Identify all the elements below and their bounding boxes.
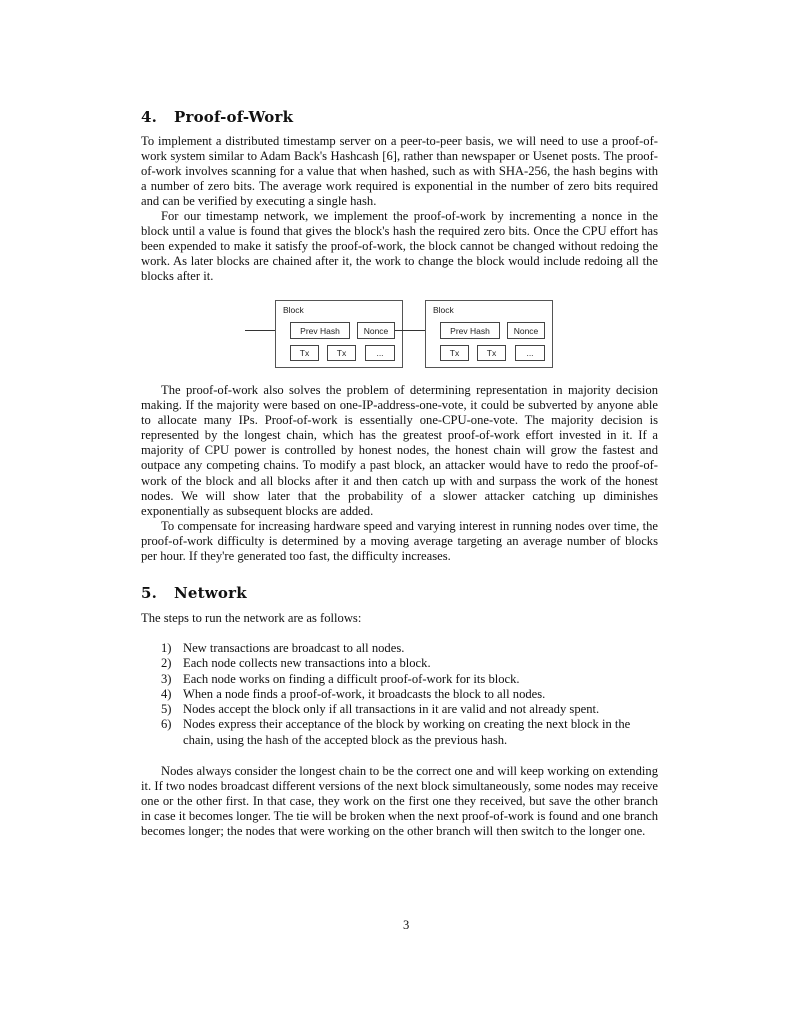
paragraph: The proof-of-work also solves the problem of determining representation in majority decision making. If the majority were based on one-IP-address-one-vote, it could be subverted by anyone able to allocate many IPs. Proof-of-work is essentially one-CPU-one-vote. The majority decision is represented by the longest chain, which has the greatest proof-of-work effort invested in it. If a majority of CPU power is controlled by honest nodes, the honest chain will grow the fastest and outpace any competing chains. To modify a past block, an attacker would have to redo the proof-of-work of the block and all blocks after it and then catch up with and surpass the work of the honest nodes. We will show later that the probability of a slower attacker catching up diminishes exponentially as subsequent blocks are added.	[141, 383, 658, 518]
tx-cell: Tx	[477, 345, 506, 361]
paragraph: For our timestamp network, we implement the proof-of-work by incrementing a nonce in the block until a value is found that gives the block's hash the required zero bits. Once the CPU effort has been expended to make it satisfy the proof-of-work, the block cannot be changed without redoing the work. As later blocks are chained after it, the work to change the block would include redoing all the blocks after it.	[141, 209, 658, 284]
block-label: Block	[433, 305, 454, 315]
list-item	[141, 641, 658, 656]
list-item	[141, 717, 658, 748]
block-label: Block	[283, 305, 304, 315]
step-text: Each node works on finding a difficult proof-of-work for its block.	[183, 671, 520, 686]
step-text: Each node collects new transactions into a block.	[183, 656, 431, 671]
network-steps-list	[141, 641, 658, 748]
list-item	[141, 656, 658, 671]
section-title: Network	[174, 584, 247, 602]
page-number: 3	[403, 918, 410, 932]
section-4-heading	[141, 108, 293, 126]
prev-hash-cell: Prev Hash	[290, 322, 350, 339]
list-item	[141, 687, 658, 702]
step-text: Nodes express their acceptance of the block by working on creating the next block in the chain, using the hash of the accepted block as the previous hash.	[183, 717, 631, 747]
tx-cell: Tx	[290, 345, 319, 361]
ellipsis-cell: ...	[365, 345, 395, 361]
step-text: Nodes accept the block only if all transactions in it are valid and not already spent.	[183, 702, 600, 717]
list-item	[141, 702, 658, 717]
paragraph: To implement a distributed timestamp server on a peer-to-peer basis, we will need to use a proof-of-work system similar to Adam Back's Hashcash [6], rather than newspaper or Usenet posts. The proof-of-work involves scanning for a value that when hashed, such as with SHA-256, the hash begins with a number of zero bits. The average work required is exponential in the number of zero bits required and can be verified by executing a single hash.	[141, 134, 658, 209]
section-number: 4.	[141, 108, 158, 126]
section-number: 5.	[141, 584, 158, 602]
step-number: 6)	[161, 717, 172, 732]
step-number: 1)	[161, 641, 172, 655]
paragraph: To compensate for increasing hardware speed and varying interest in running nodes over time, the proof-of-work difficulty is determined by a moving average targeting an average number of blocks per hour. If they're generated too fast, the difficulty increases.	[141, 519, 658, 564]
step-text: New transactions are broadcast to all nodes.	[183, 641, 405, 655]
tx-cell: Tx	[327, 345, 356, 361]
prev-hash-cell: Prev Hash	[440, 322, 500, 339]
ellipsis-cell: ...	[515, 345, 545, 361]
step-number: 2)	[161, 656, 172, 671]
section-5-heading	[141, 584, 247, 602]
nonce-cell: Nonce	[507, 322, 545, 339]
tx-cell: Tx	[440, 345, 469, 361]
blockchain-diagram	[240, 296, 560, 372]
step-number: 4)	[161, 686, 172, 701]
step-number: 3)	[161, 671, 172, 686]
nonce-cell: Nonce	[357, 322, 395, 339]
list-item	[141, 672, 658, 687]
section-intro: The steps to run the network are as follows:	[141, 611, 362, 625]
step-text: When a node finds a proof-of-work, it broadcasts the block to all nodes.	[183, 686, 546, 701]
section-title: Proof-of-Work	[174, 108, 294, 126]
paragraph: Nodes always consider the longest chain to be the correct one and will keep working on extending it. If two nodes broadcast different versions of the next block simultaneously, some nodes may receive one or the other first. In that case, they work on the first one they received, but save the other branch in case it becomes longer. The tie will be broken when the next proof-of-work is found and one branch becomes longer; the nodes that were working on the other branch will then switch to the longer one.	[141, 764, 659, 839]
step-number: 5)	[161, 702, 172, 717]
